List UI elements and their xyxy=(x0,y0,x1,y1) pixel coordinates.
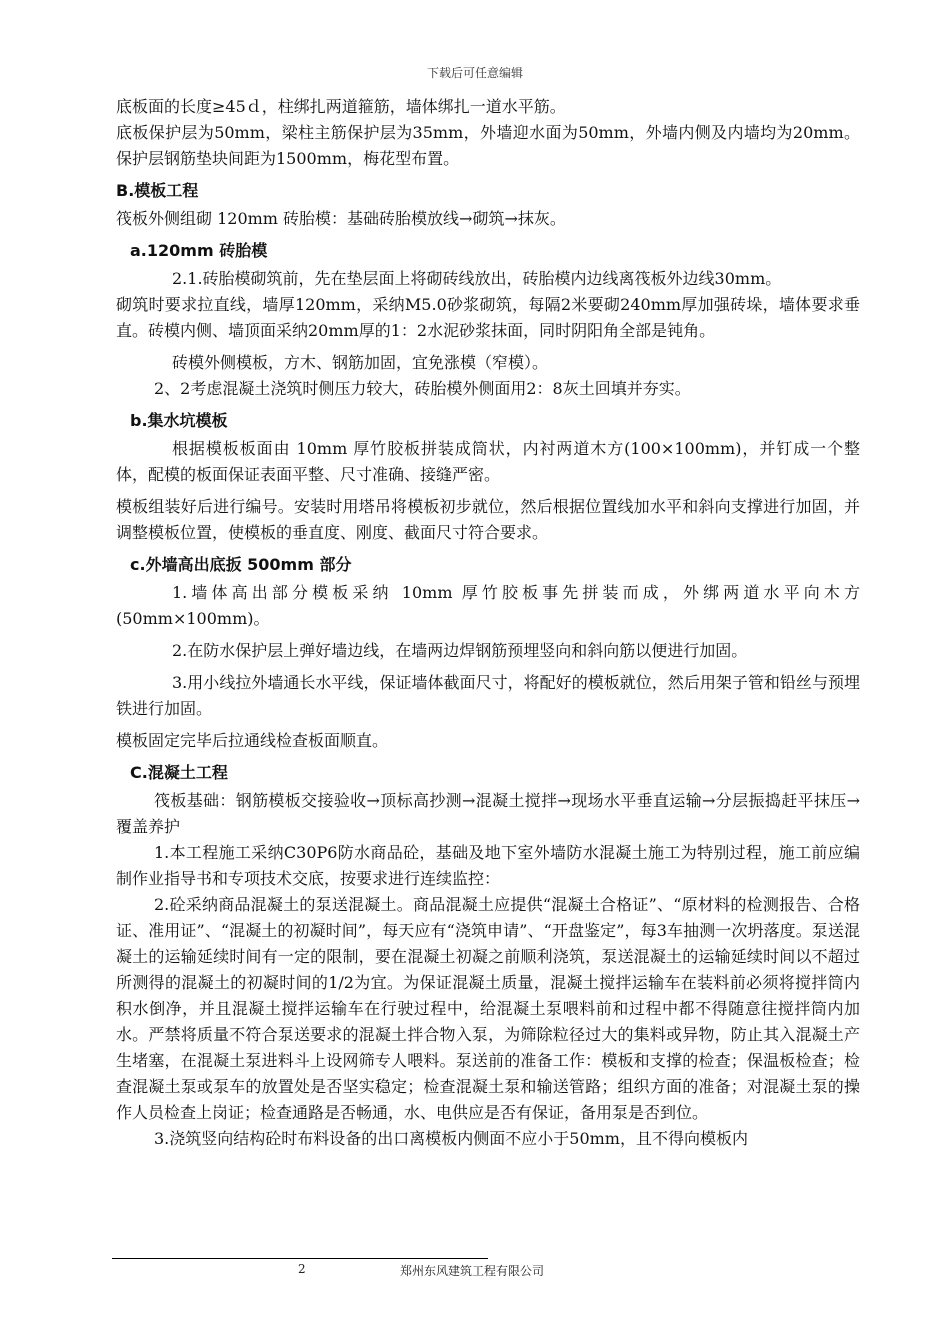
document-body xyxy=(116,94,860,1152)
paragraph: 3.用小线拉外墙通长水平线，保证墙体截面尺寸，将配好的模板就位，然后用架子管和铅丝与预埋铁进行加固。 xyxy=(116,673,860,718)
page-header: 下载后可任意编辑 xyxy=(426,66,523,80)
paragraph: 2、2考虑混凝土浇筑时侧压力较大，砖胎模外侧面用2：8灰土回填并夯实。 xyxy=(154,379,691,398)
paragraph: 模板固定完毕后拉通线检查板面顺直。 xyxy=(116,731,389,750)
footer-divider xyxy=(112,1258,488,1259)
page-number: 2 xyxy=(298,1262,306,1276)
subsection-heading: c.外墙高出底扳 500mm 部分 xyxy=(130,555,352,574)
subsection-heading: a.120mm 砖胎模 xyxy=(130,241,268,260)
paragraph: 筏板外侧组砌 120mm 砖胎模：基础砖胎模放线→砌筑→抹灰。 xyxy=(116,209,566,228)
paragraph: 砌筑时要求拉直线，墙厚120mm，采纳M5.0砂浆砌筑，每隔2米要砌240mm厚加强砖垛，墙体要求垂直。砖模内侧、墙顶面采纳20mm厚的1：2水泥砂浆抹面，同时阴阳角全部是钝角。 xyxy=(116,295,860,340)
paragraph: 底板面的长度≥45ｄ，柱绑扎两道箍筋，墙体绑扎一道水平筋。 xyxy=(116,97,566,116)
paragraph: 2.在防水保护层上弹好墙边线，在墙两边焊钢筋预埋竖向和斜向筋以便进行加固。 xyxy=(172,641,748,660)
subsection-heading: b.集水坑模板 xyxy=(130,411,228,430)
company-name: 郑州东风建筑工程有限公司 xyxy=(400,1264,545,1278)
paragraph: 2.1.砖胎模砌筑前，先在垫层面上将砌砖线放出，砖胎模内边线离筏板外边线30mm。 xyxy=(172,269,782,288)
paragraph: 模板组装好后进行编号。安装时用塔吊将模板初步就位，然后根据位置线加水平和斜向支撑进行加固，并调整模板位置，使模板的垂直度、刚度、截面尺寸符合要求。 xyxy=(116,497,860,542)
paragraph: 筏板基础：钢筋模板交接验收→顶标高抄测→混凝土搅拌→现场水平垂直运输→分层振捣赶平抹压→覆盖养护 xyxy=(116,791,860,836)
paragraph: 根据模板板面由 10mm 厚竹胶板拼装成筒状，内衬两道木方(100×100mm)，并钉成一个整体，配模的板面保证表面平整、尺寸准确、接缝严密。 xyxy=(116,439,860,484)
section-heading: B.模板工程 xyxy=(116,181,199,200)
section-heading: C.混凝土工程 xyxy=(130,763,228,782)
paragraph: 1.本工程施工采纳C30P6防水商品砼，基础及地下室外墙防水混凝土施工为特别过程，施工前应编制作业指导书和专项技术交底，按要求进行连续监控： xyxy=(116,843,860,888)
paragraph: 3.浇筑竖向结构砼时布料设备的出口离模板内侧面不应小于50mm，且不得向模板内 xyxy=(154,1129,748,1148)
paragraph: 1.墙体高出部分模板采纳 10mm 厚竹胶板事先拼装而成，外绑两道水平向木方(50mm×100mm)。 xyxy=(116,583,860,628)
paragraph: 砖模外侧模板，方木、钢筋加固，宜免涨模（窄模）。 xyxy=(172,353,549,372)
paragraph: 底板保护层为50mm，梁柱主筋保护层为35mm，外墙迎水面为50mm，外墙内侧及内墙均为20mm。保护层钢筋垫块间距为1500mm，梅花型布置。 xyxy=(116,123,860,168)
paragraph: 2.砼采纳商品混凝土的泵送混凝土。商品混凝土应提供“混凝土合格证”、“原材料的检测报告、合格证、准用证”、“混凝土的初凝时间”，每天应有“浇筑申请”、“开盘鉴定”，每3车抽测一次坍落度。泵送混凝土的运输延续时间有一定的限制，要在混凝土初凝之前顺利浇筑，泵送混凝土的运输延续时间以不超过所测得的混凝土的初凝时间的1/2为宜。为保证混凝土质量，混凝土搅拌运输车在装料前必须将搅拌筒内积水倒净，并且混凝土搅拌运输车在行驶过程中，给混凝土泵喂料前和过程中都不得随意往搅拌筒内加水。严禁将质量不符合泵送要求的混凝土拌合物入泵，为筛除粒径过大的集料或异物，防止其入混凝土产生堵塞，在混凝土泵进料斗上设网筛专人喂料。泵送前的准备工作：模板和支撑的检查；保温板检查；检查混凝土泵或泵车的放置处是否坚实稳定；检查混凝土泵和输送管路；组织方面的准备；对混凝土泵的操作人员检查上岗证；检查通路是否畅通，水、电供应是否有保证，备用泵是否到位。 xyxy=(116,895,860,1122)
